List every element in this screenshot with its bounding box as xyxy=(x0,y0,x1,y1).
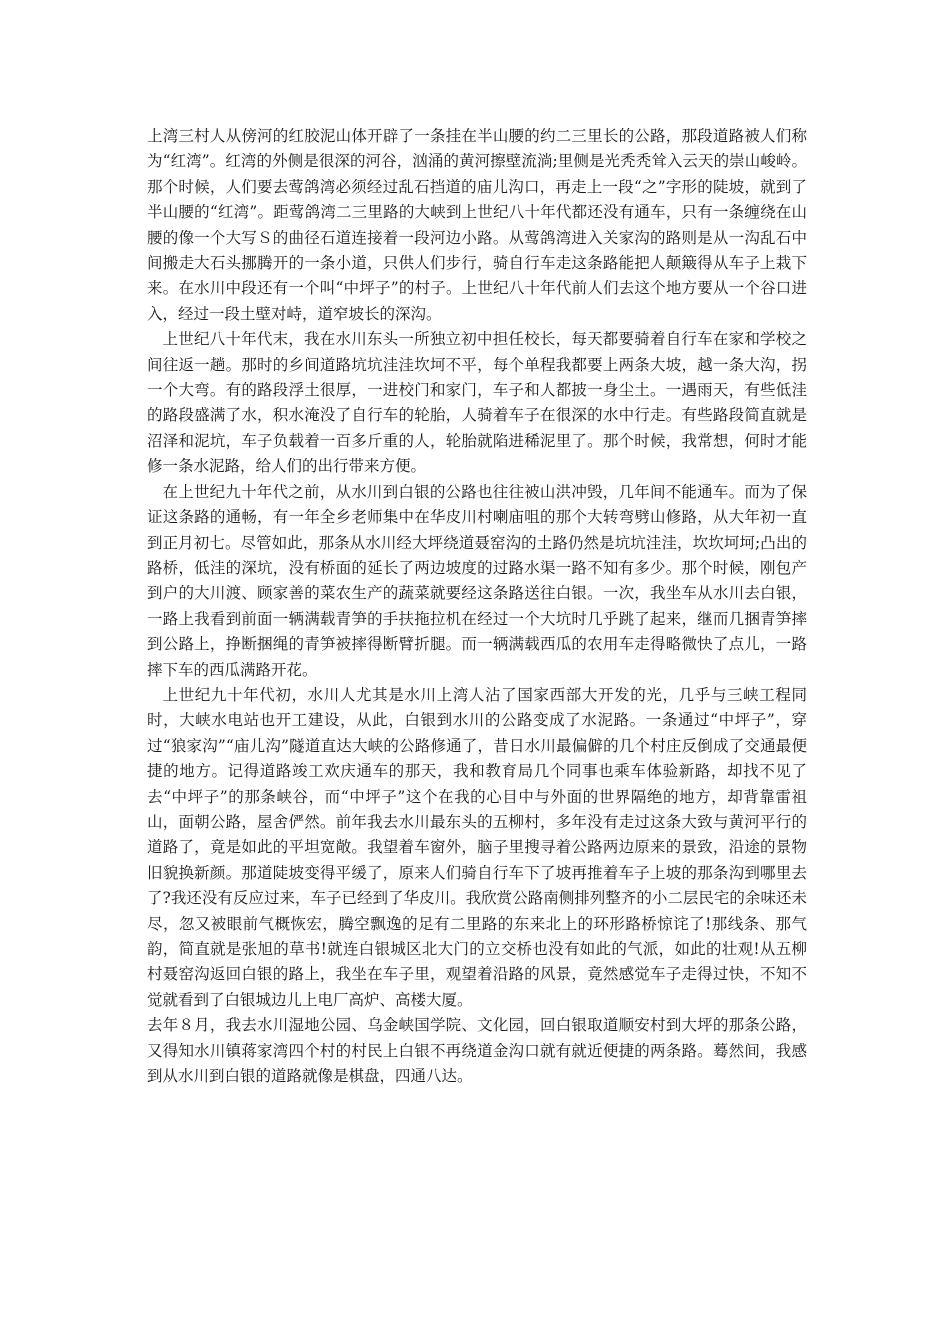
paragraph-1: 上湾三村人从傍河的红胶泥山体开辟了一条挂在半山腰的约二三里长的公路，那段道路被人们称为“红湾”。红湾的外侧是很深的河谷，汹涌的黄河擦壁流淌;里侧是光秃秃耸入云天的崇山峻岭。那个时候，人们要去莺鸽湾必须经过乱石挡道的庙儿沟口，再走上一段“之”字形的陡坡，就到了半山腰的“红湾”。距莺鸽湾二三里路的大峡到上世纪八十年代都还没有通车，只有一条缠绕在山腰的像一个大写Ｓ的曲径石道连接着一段河边小路。从莺鸽湾进入关家沟的路则是从一沟乱石中间搬走大石头挪腾开的一条小道，只供人们步行，骑自行车走这条路能把人颠簸得从车子上栽下来。在水川中段还有一个叫“中坪子”的村子。上世纪八十年代前人们去这个地方要从一个谷口进入，经过一段土壁对峙，道窄坡长的深沟。 xyxy=(147,127,807,323)
paragraph-2: 上世纪八十年代末，我在水川东头一所独立初中担任校长，每天都要骑着自行车在家和学校之间往返一趟。那时的乡间道路坑坑洼洼坎坷不平，每个单程我都要上两条大坡，越一条大沟，拐一个大弯。有的路段浮土很厚，一进校门和家门，车子和人都披一身尘土。一遇雨天，有些低洼的路段盛满了水，积水淹没了自行车的轮胎，人骑着车子在很深的水中行走。有些路段简直就是沼泽和泥坑，车子负载着一百多斤重的人，轮胎就陷进稀泥里了。那个时候，我常想，何时才能修一条水泥路，给人们的出行带来方便。 xyxy=(147,330,807,476)
paragraph-3: 在上世纪九十年代之前，从水川到白银的公路也往往被山洪冲毁，几年间不能通车。而为了保证这条路的通畅，有一年全乡老师集中在华皮川村喇庙咀的那个大转弯劈山修路，从大年初一直到正月初七。尽管如此，那条从水川经大坪绕道聂窑沟的土路仍然是坑坑洼洼，坎坎坷坷;凸出的路桥，低洼的深坑，没有桥面的延长了两边坡度的过路水渠一路不知有多少。那个时候，刚包产到户的大川渡、顾家善的菜农生产的蔬菜就要经这条路送往白银。一次，我坐车从水川去白银，一路上我看到前面一辆满载青笋的手扶拖拉机在经过一个大坑时几乎跳了起来，继而几捆青笋摔到公路上，挣断捆绳的青笋被摔得断臂折腿。而一辆满载西瓜的农用车走得略微快了点儿，一路摔下车的西瓜满路开花。 xyxy=(147,482,807,679)
paragraph-5: 去年８月，我去水川湿地公园、乌金峡国学院、文化园，回白银取道顺安村到大坪的那条公路，又得知水川镇蒋家湾四个村的村民上白银不再绕道金沟口就有就近便捷的两条路。蓦然间，我感到从水川到白银的道路就像是棋盘，四通八达。 xyxy=(147,1016,807,1086)
article-body xyxy=(147,124,807,1089)
paragraph-4: 上世纪九十年代初，水川人尤其是水川上湾人沾了国家西部大开发的光，几乎与三峡工程同时，大峡水电站也开工建设，从此，白银到水川的公路变成了水泥路。一条通过“中坪子”，穿过“狼家沟”“庙儿沟”隧道直达大峡的公路修通了，昔日水川最偏僻的几个村庄反倒成了交通最便捷的地方。记得道路竣工欢庆通车的那天，我和教育局几个同事也乘车体验新路，却找不见了去“中坪子”的那条峡谷，而“中坪子”这个在我的心目中与外面的世界隔绝的地方，却背靠雷祖山，面朝公路，屋舍俨然。前年我去水川最东头的五柳村，多年没有走过这条大致与黄河平行的道路了，竟是如此的平坦宽敞。我望着车窗外，脑子里搜寻着公路两边原来的景致，沿途的景物旧貌换新颜。那道陡坡变得平缓了，原来人们骑自行车下了坡再推着车子上坡的那条沟到哪里去了?我还没有反应过来，车子已经到了华皮川。我欣赏公路南侧排列整齐的小二层民宅的余味还未尽，忽又被眼前气概恢宏，腾空飘逸的足有二里路的东来北上的环形路桥惊诧了!那线条、那气韵，简直就是张旭的草书!就连白银城区北大门的立交桥也没有如此的气派，如此的壮观!从五柳村聂窑沟返回白银的路上，我坐在车子里，观望着沿路的风景，竟然感觉车子走得过快，不知不觉就看到了白银城边儿上电厂高炉、高楼大厦。 xyxy=(147,685,807,1009)
